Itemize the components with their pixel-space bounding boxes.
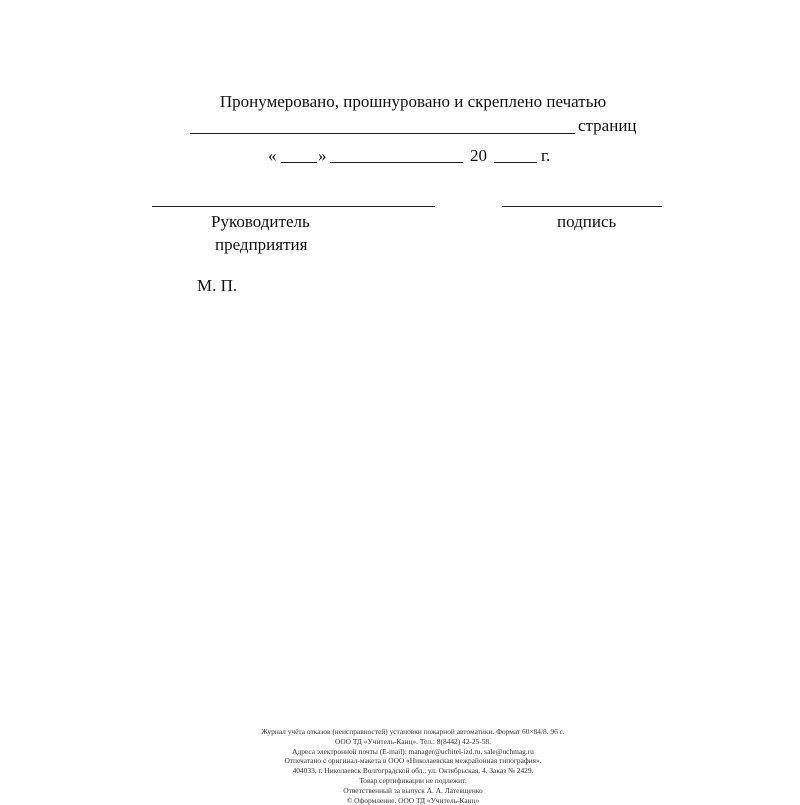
year-blank-line bbox=[494, 162, 537, 163]
page-count-blank-line bbox=[190, 133, 575, 134]
imprint-line: Журнал учёта отказов (неисправностей) установки пожарной автоматики. Формат 60×84/8. 96 с. bbox=[261, 727, 565, 736]
imprint-line: Адреса электронной почты (E-mail): manager@uchitel-izd.ru, sale@uchmag.ru bbox=[292, 746, 534, 756]
date-quote-close: » bbox=[318, 146, 327, 165]
pages-word: страниц bbox=[578, 116, 637, 135]
imprint-line: Товар сертификации не подлежит. bbox=[359, 775, 467, 785]
manager-position-label-line1: Руководитель bbox=[211, 212, 310, 231]
month-blank-line bbox=[330, 162, 463, 163]
manager-position-label-line2: предприятия bbox=[215, 235, 308, 254]
stamp-place-label: М. П. bbox=[197, 276, 238, 295]
imprint-line: 404033, г. Николаевск Волгоградской обл., ул. Октябрьская, 4. Заказ № 2429. bbox=[292, 766, 534, 776]
year-suffix: г. bbox=[541, 146, 551, 165]
day-blank-line bbox=[281, 162, 317, 163]
imprint-line: Ответственный за выпуск А. А. Латевщенко bbox=[343, 785, 483, 795]
imprint-line: Отпечатано с оригинал-макета в ООО «Николаевская межрайонная типография». bbox=[284, 756, 542, 766]
signature-blank-line bbox=[502, 206, 662, 207]
year-prefix: 20 bbox=[470, 146, 487, 165]
manager-name-blank-line bbox=[152, 206, 435, 207]
imprint-line: © Оформление. ООО ТД «Учитель-Канц» bbox=[346, 795, 480, 805]
signature-label: подпись bbox=[557, 212, 617, 231]
date-quote-open: « bbox=[268, 146, 277, 165]
certification-heading: Пронумеровано, прошнуровано и скреплено печатью bbox=[219, 92, 607, 111]
publisher-imprint bbox=[200, 727, 626, 805]
imprint-line: ООО ТД «Учитель-Канц». Тел.: 8(8442) 42-25-58. bbox=[335, 736, 491, 746]
